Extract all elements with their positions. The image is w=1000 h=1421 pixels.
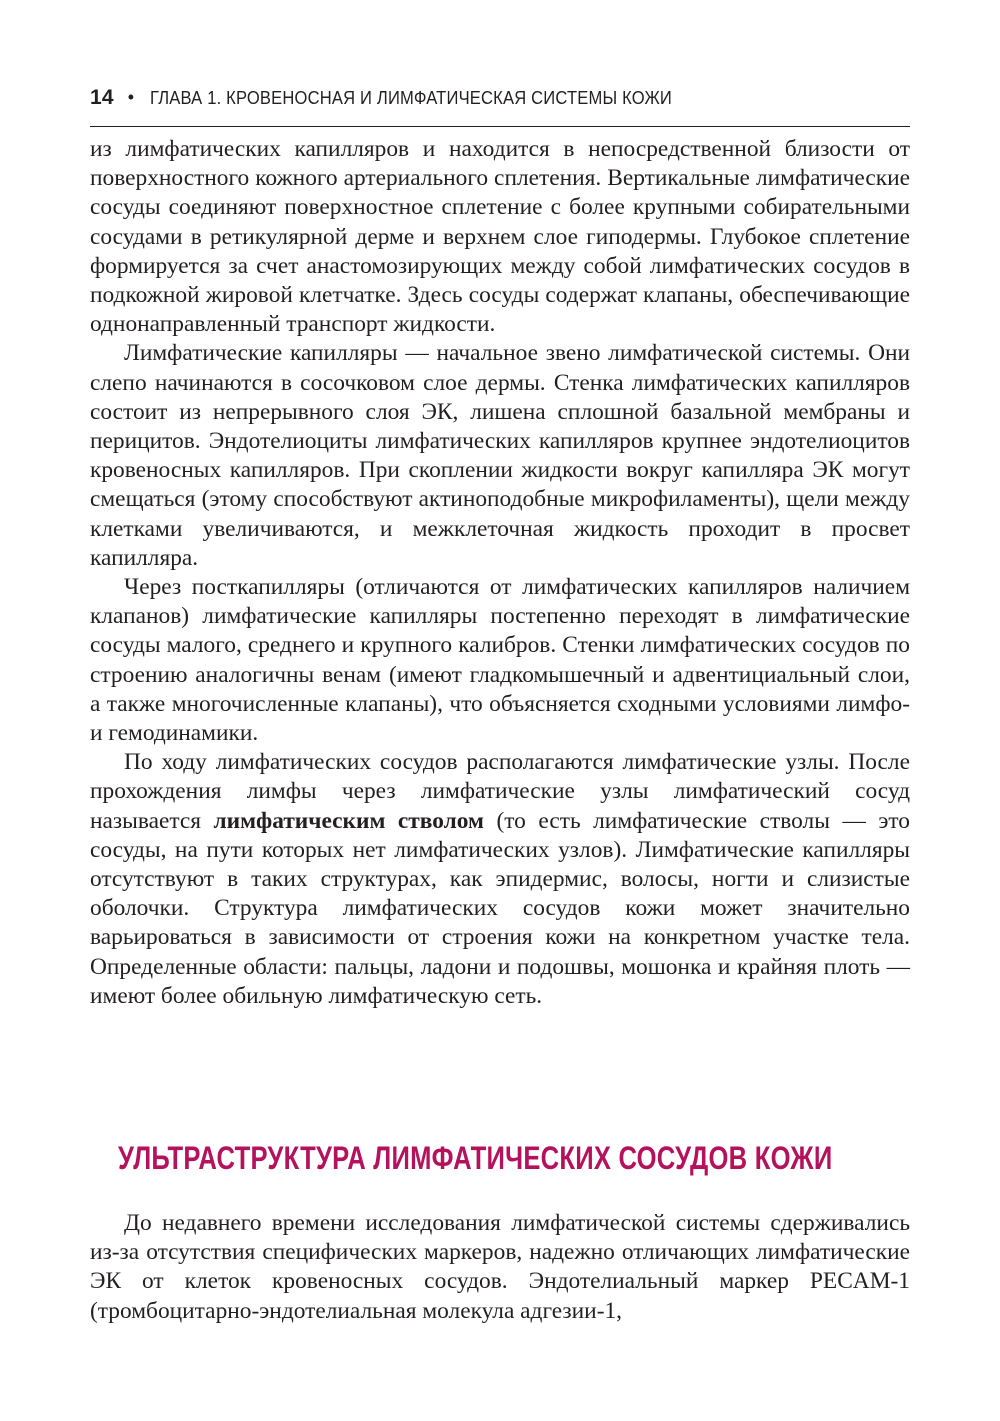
page-number: 14 — [90, 86, 114, 109]
chapter-title: ГЛАВА 1. КРОВЕНОСНАЯ И ЛИМФАТИЧЕСКАЯ СИСТЕМЫ КОЖИ — [150, 88, 673, 108]
paragraph-continuation: из лимфатических капилляров и находится в непосредственной близости от поверхностного кожного артериального сплетения. Вертикальные лимфатические сосуды соединяют поверхностное сплетение с более крупными собирательными сосудами в ретикулярной дерме и верхнем слое гиподермы. Глубокое сплетение формируется за счет анастомозирующих между собой лимфатических сосудов в подкожной жировой клетчатке. Здесь сосуды содержат клапаны, обеспечивающие однонаправленный транспорт жидкости. — [90, 136, 910, 338]
paragraph-lymph-capillaries: Лимфатические капилляры — начальное звено лимфатической системы. Они слепо начинаются в сосочковом слое дермы. Стенка лимфатических капилляров состоит из непрерывного слоя ЭК, лишена сплошной базальной мембраны и перицитов. Эндотелиоциты лимфатических капилляров крупнее эндотелиоцитов кровеносных капилляров. При скоплении жидкости вокруг капилляра ЭК могут смещаться (этому способствуют актиноподобные микрофиламенты), щели между клетками увеличиваются, и межклеточная жидкость проходит в просвет капилляра. — [90, 340, 910, 571]
section-heading: УЛЬТРАСТРУКТУРА ЛИМФАТИЧЕСКИХ СОСУДОВ КОЖИ — [118, 1140, 833, 1176]
paragraph-lymph-nodes — [90, 748, 910, 1011]
paragraph-lymph-nodes-start: По ходу лимфатических сосудов располагаются лимфатические узлы. После прохождения лимфы через лимфатические узлы лимфатический сосуд называется — [90, 749, 910, 834]
bold-term-lymph-trunk: лимфатическим стволом — [213, 807, 484, 834]
bullet-separator: • — [127, 87, 135, 107]
paragraph-ultrastructure: До недавнего времени исследования лимфатической системы сдерживались из-за отсутствия специфических маркеров, надежно отличающих лимфатические ЭК от клеток кровеносных сосудов. Эндотелиальный маркер PECAM-1 (тромбоцитарно-эндотелиальная молекула адгезии-1, — [90, 1210, 910, 1324]
section-body-text — [90, 1209, 910, 1326]
body-text — [90, 135, 910, 1011]
paragraph-lymph-nodes-end: (то есть лимфатические стволы — это сосуды, на пути которых нет лимфатических узлов). Лимфатические капилляры отсутствуют в таких структурах, как эпидермис, волосы, ногти и слизистые оболочки. Структура лимфатических сосудов кожи может значительно варьироваться в зависимости от строения кожи на конкретном участке тела. Определенные области: пальцы, ладони и подошвы, мошонка и крайняя плоть — имеют более обильную лимфатическую сеть. — [90, 807, 910, 1009]
paragraph-postcapillaries: Через посткапилляры (отличаются от лимфатических капилляров наличием клапанов) лимфатические капилляры постепенно переходят в лимфатические сосуды малого, среднего и крупного калибров. Стенки лимфатических сосудов по строению аналогичны венам (имеют гладкомышечный и адвентициальный слои, а также многочисленные клапаны), что объясняется сходными условиями лимфо- и гемодинамики. — [90, 574, 910, 747]
running-head — [90, 86, 910, 127]
